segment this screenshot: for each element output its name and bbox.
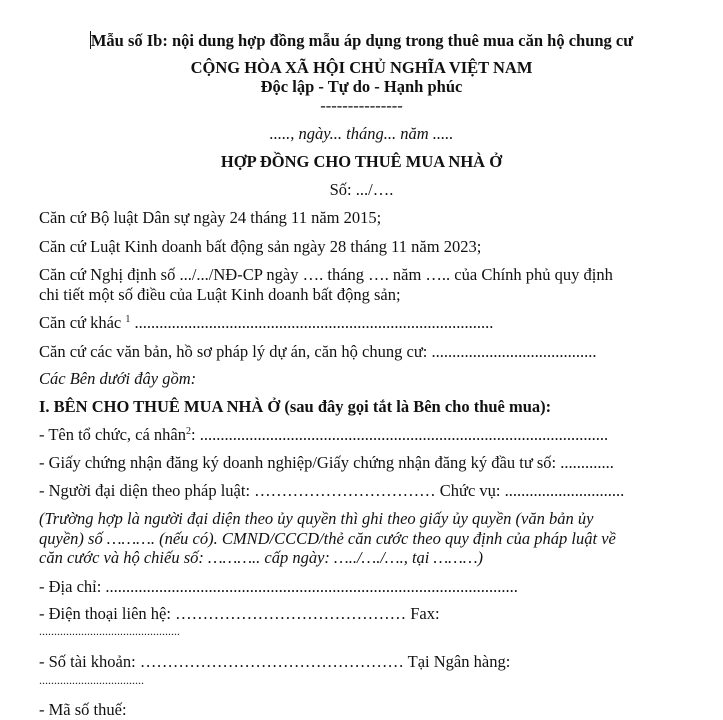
address-line: - Địa chỉ: .................................................................................................... [39, 577, 518, 596]
authorization-note-line-1: (Trường hợp là người đại diện theo ủy quyền thì ghi theo giấy ủy quyền (văn bản ủy [39, 509, 594, 528]
phone-continuation-dots: ............................................... [39, 624, 180, 638]
basis-real-estate-law: Căn cứ Luật Kinh doanh bất động sản ngày 28 tháng 11 năm 2023; [39, 237, 482, 256]
contract-title: HỢP ĐỒNG CHO THUÊ MUA NHÀ Ở [220, 152, 503, 171]
account-continuation-dots: ................................... [39, 673, 144, 687]
authorization-note-line-2: quyền) số ………. (nếu có). CMND/CCCD/thẻ căn cước theo quy định của pháp luật về [39, 529, 616, 548]
footnote-ref-2: 2 [186, 426, 191, 437]
basis-other-dots: ....................................................................................... [130, 313, 494, 332]
authorization-note-line-3: căn cước và hộ chiếu số: ……….. cấp ngày: …../…./…., tại ………) [39, 548, 484, 567]
header-divider: --------------- [320, 96, 403, 115]
org-name-dots: : ................................................................................................... [191, 425, 609, 444]
form-note: Mẫu số Ib: nội dung hợp đồng mẫu áp dụng trong thuê mua căn hộ chung cư [90, 31, 634, 50]
parties-intro: Các Bên dưới đây gồm: [39, 369, 197, 388]
country-name: CỘNG HÒA XÃ HỘI CHỦ NGHĨA VIỆT NAM [190, 58, 533, 77]
basis-decree-line-1: Căn cứ Nghị định số .../.../NĐ-CP ngày …. tháng …. năm ….. của Chính phủ quy định [39, 265, 613, 284]
national-motto: Độc lập - Tự do - Hạnh phúc [260, 77, 463, 96]
section-one-heading: I. BÊN CHO THUÊ MUA NHÀ Ở (sau đây gọi tắt là Bên cho thuê mua): [39, 397, 552, 416]
basis-other [39, 313, 493, 333]
representative-line: - Người đại diện theo pháp luật: …………………………… Chức vụ: ............................. [39, 481, 625, 500]
org-name-label: - Tên tổ chức, cá nhân [39, 425, 186, 444]
certificate-line: - Giấy chứng nhận đăng ký doanh nghiệp/Giấy chứng nhận đăng ký đầu tư số: ............. [39, 453, 614, 472]
tax-code-line: - Mã số thuế: [39, 700, 127, 719]
date-line: ....., ngày... tháng... năm ..... [269, 124, 454, 143]
org-name-line [39, 425, 608, 445]
footnote-ref-1: 1 [125, 314, 131, 325]
basis-project-docs: Căn cứ các văn bản, hồ sơ pháp lý dự án, căn hộ chung cư: ........................................ [39, 342, 597, 361]
basis-decree-line-2: chi tiết một số điều của Luật Kinh doanh bất động sản; [39, 285, 401, 304]
contract-number: Số: .../…. [329, 180, 394, 199]
account-line: - Số tài khoản: ………………………………………… Tại Ngân hàng: [39, 652, 511, 671]
basis-other-text: Căn cứ khác [39, 313, 122, 332]
basis-civil-code: Căn cứ Bộ luật Dân sự ngày 24 tháng 11 năm 2015; [39, 208, 382, 227]
phone-line: - Điện thoại liên hệ: …………………………………… Fax: [39, 604, 440, 623]
